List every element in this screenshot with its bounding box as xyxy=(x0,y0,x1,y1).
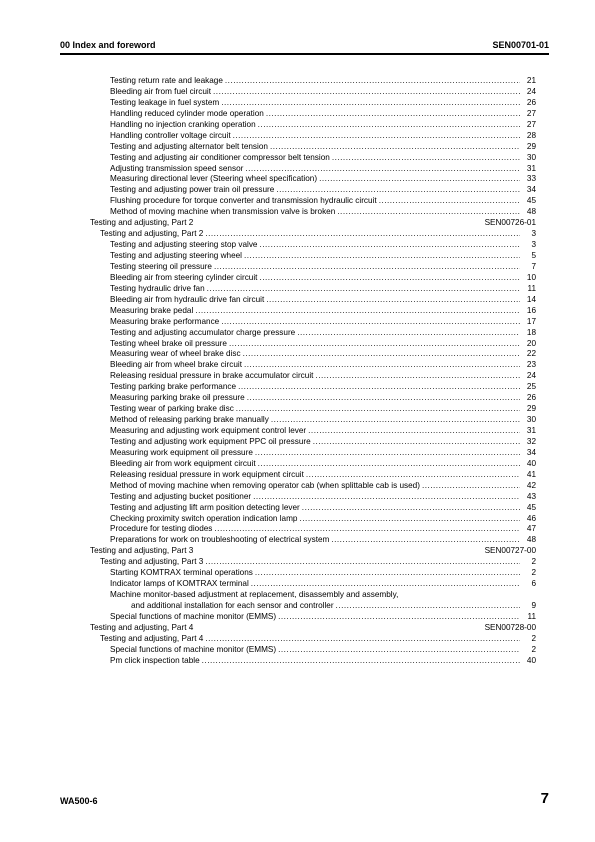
footer-model: WA500-6 xyxy=(60,796,98,806)
toc-entry-page: 20 xyxy=(526,338,536,348)
toc-section-code: SEN00726-01 xyxy=(484,218,536,228)
toc-dot-leader xyxy=(266,295,520,306)
toc-dot-leader xyxy=(214,262,520,273)
table-of-contents xyxy=(90,76,536,667)
toc-entry-title: Testing and adjusting work equipment PPC oil pressure xyxy=(110,436,311,446)
toc-entry-title: Pm click inspection table xyxy=(110,655,200,665)
toc-entry-page: 3 xyxy=(531,229,536,239)
toc-entry-page: 10 xyxy=(526,272,536,282)
toc-entry xyxy=(90,371,536,382)
toc-entry-title: Starting KOMTRAX terminal operations xyxy=(110,568,253,578)
toc-entry-title: Testing wheel brake oil pressure xyxy=(110,338,227,348)
toc-dot-leader xyxy=(244,360,520,371)
toc-dot-leader xyxy=(244,251,520,262)
toc-dot-leader xyxy=(233,131,520,142)
toc-entry-title: Measuring brake pedal xyxy=(110,305,194,315)
toc-dot-leader xyxy=(202,656,520,667)
toc-entry-title: Testing and adjusting steering stop valve xyxy=(110,240,258,250)
toc-entry-title: Testing parking brake performance xyxy=(110,382,237,392)
toc-entry-page: 42 xyxy=(526,480,536,490)
toc-entry xyxy=(90,98,536,109)
toc-dot-leader xyxy=(271,415,520,426)
toc-entry xyxy=(90,634,536,645)
toc-entry-page: 11 xyxy=(527,611,536,621)
toc-entry xyxy=(90,612,536,623)
toc-entry-title: Testing hydraulic drive fan xyxy=(110,283,205,293)
toc-entry-title: Testing and adjusting lift arm position detecting lever xyxy=(110,502,300,512)
toc-entry xyxy=(90,492,536,503)
toc-entry-page: 27 xyxy=(526,119,536,129)
toc-dot-leader xyxy=(221,98,520,109)
toc-entry-page: 25 xyxy=(526,382,536,392)
toc-section-heading xyxy=(90,546,536,557)
toc-entry-title: Testing wear of parking brake disc xyxy=(110,404,234,414)
toc-entry xyxy=(90,393,536,404)
toc-entry xyxy=(90,645,536,656)
toc-entry-page: 26 xyxy=(526,393,536,403)
toc-entry-page: 7 xyxy=(531,261,536,271)
toc-entry xyxy=(90,328,536,339)
toc-entry-page: 24 xyxy=(526,371,536,381)
toc-entry xyxy=(90,207,536,218)
toc-entry xyxy=(90,153,536,164)
toc-dot-leader xyxy=(306,470,520,481)
toc-entry xyxy=(90,273,536,284)
toc-section-title: Testing and adjusting, Part 4 xyxy=(90,622,194,632)
toc-entry-title: Testing steering oil pressure xyxy=(110,261,212,271)
toc-dot-leader xyxy=(315,371,520,382)
toc-entry xyxy=(90,164,536,175)
toc-dot-leader xyxy=(255,448,520,459)
toc-entry xyxy=(90,404,536,415)
toc-entry-title: Testing and adjusting air conditioner compressor belt tension xyxy=(110,152,330,162)
toc-dot-leader xyxy=(236,404,520,415)
toc-dot-leader xyxy=(195,306,520,317)
toc-dot-leader xyxy=(255,568,520,579)
toc-dot-leader xyxy=(238,382,520,393)
toc-dot-leader xyxy=(422,481,520,492)
toc-entry xyxy=(90,240,536,251)
toc-dot-leader xyxy=(300,514,521,525)
toc-dot-leader xyxy=(247,393,520,404)
toc-dot-leader xyxy=(302,503,520,514)
toc-entry-page: 29 xyxy=(526,141,536,151)
toc-entry-page: 30 xyxy=(526,152,536,162)
toc-dot-leader xyxy=(214,524,520,535)
toc-dot-leader xyxy=(332,153,520,164)
toc-dot-leader xyxy=(229,339,520,350)
toc-section-title: Testing and adjusting, Part 3 xyxy=(90,546,194,556)
toc-entry xyxy=(90,339,536,350)
toc-entry-title: Method of moving machine when transmission valve is broken xyxy=(110,207,336,217)
toc-entry-page: 26 xyxy=(526,97,536,107)
toc-entry-title: Measuring directional lever (Steering wheel specification) xyxy=(110,174,318,184)
footer-page-number: 7 xyxy=(540,790,549,807)
toc-entry-page: 3 xyxy=(531,240,536,250)
toc-dot-leader xyxy=(213,87,520,98)
toc-entry-title: Bleeding air from wheel brake circuit xyxy=(110,360,242,370)
toc-entry xyxy=(90,514,536,525)
toc-entry-title: Testing and adjusting, Part 3 xyxy=(100,557,204,567)
toc-entry-title: and additional installation for each sensor and controller xyxy=(131,601,334,610)
header-rule xyxy=(60,53,549,55)
toc-entry-title: Bleeding air from hydraulic drive fan circuit xyxy=(110,294,265,304)
toc-entry-title: Handling reduced cylinder mode operation xyxy=(110,108,264,118)
toc-entry xyxy=(90,120,536,131)
toc-section-code: SEN00728-00 xyxy=(484,622,536,632)
toc-entry-page: 48 xyxy=(526,207,536,217)
toc-entry xyxy=(90,262,536,273)
toc-entry-title: Testing and adjusting, Part 2 xyxy=(100,229,204,239)
toc-entry-title: Handling controller voltage circuit xyxy=(110,130,231,140)
toc-entry-page: 43 xyxy=(526,491,536,501)
toc-entry-title: Testing return rate and leakage xyxy=(110,76,223,85)
toc-entry xyxy=(90,295,536,306)
toc-entry-page: 16 xyxy=(526,305,536,315)
toc-entry-page: 45 xyxy=(526,502,536,512)
toc-entry-page: 22 xyxy=(526,349,536,359)
page-header xyxy=(60,40,549,50)
toc-entry-page: 33 xyxy=(526,174,536,184)
toc-entry-page: 27 xyxy=(526,108,536,118)
toc-entry-title: Testing and adjusting accumulator charge pressure xyxy=(110,327,296,337)
toc-entry xyxy=(90,349,536,360)
toc-section-title: Testing and adjusting, Part 2 xyxy=(90,218,194,228)
toc-entry-title: Special functions of machine monitor (EMMS) xyxy=(110,644,277,654)
toc-entry-page: 31 xyxy=(526,163,536,173)
toc-dot-leader xyxy=(251,579,520,590)
toc-entry-title: Preparations for work on troubleshooting of electrical system xyxy=(110,535,330,545)
toc-entry-title: Testing leakage in fuel system xyxy=(110,97,220,107)
toc-entry xyxy=(90,524,536,535)
toc-dot-leader xyxy=(259,273,520,284)
toc-dot-leader xyxy=(337,207,520,218)
toc-entry xyxy=(90,470,536,481)
toc-entry xyxy=(90,109,536,120)
toc-entry-title: Testing and adjusting, Part 4 xyxy=(100,633,204,643)
toc-dot-leader xyxy=(266,109,520,120)
toc-entry xyxy=(90,656,536,667)
toc-entry xyxy=(90,76,536,87)
toc-entry xyxy=(90,426,536,437)
toc-entry-title: Machine monitor-based adjustment at replacement, disassembly and assembly, xyxy=(110,590,399,600)
toc-dot-leader xyxy=(276,185,520,196)
toc-dot-leader xyxy=(205,634,520,645)
toc-entry-title: Method of moving machine when removing operator cab (when splittable cab is used) xyxy=(110,480,420,490)
toc-entry-title: Bleeding air from work equipment circuit xyxy=(110,458,256,468)
toc-entry-title: Testing and adjusting alternator belt tension xyxy=(110,141,268,151)
toc-entry-page: 6 xyxy=(531,579,536,589)
toc-entry-page: 17 xyxy=(526,316,536,326)
toc-dot-leader xyxy=(207,284,520,295)
toc-dot-leader xyxy=(245,164,520,175)
toc-entry-page: 40 xyxy=(526,458,536,468)
toc-entry xyxy=(90,317,536,328)
toc-entry-page: 14 xyxy=(526,294,536,304)
toc-entry-page: 11 xyxy=(527,283,536,293)
toc-entry xyxy=(90,459,536,470)
toc-entry-title: Testing and adjusting steering wheel xyxy=(110,251,242,260)
toc-dot-leader xyxy=(331,535,520,546)
toc-entry-page: 45 xyxy=(526,196,536,206)
toc-dot-leader xyxy=(205,229,520,240)
toc-entry xyxy=(90,131,536,142)
toc-entry-title: Measuring and adjusting work equipment control lever xyxy=(110,426,307,435)
toc-entry xyxy=(90,229,536,240)
toc-entry-title: Method of releasing parking brake manually xyxy=(110,415,269,425)
toc-entry-page: 18 xyxy=(526,327,536,337)
toc-entry xyxy=(90,590,536,601)
toc-entry xyxy=(90,284,536,295)
toc-entry-page: 40 xyxy=(526,655,536,665)
toc-entry-title: Testing and adjusting bucket positioner xyxy=(110,491,252,501)
toc-entry-title: Testing and adjusting power train oil pressure xyxy=(110,185,275,195)
header-section-title: 00 Index and foreword xyxy=(60,40,156,50)
toc-entry-title: Procedure for testing diodes xyxy=(110,524,213,534)
toc-entry-title: Bleeding air from fuel circuit xyxy=(110,86,212,96)
toc-dot-leader xyxy=(336,601,520,612)
toc-entry-title: Flushing procedure for torque converter and transmission hydraulic circuit xyxy=(110,196,377,206)
toc-entry xyxy=(90,557,536,568)
toc-entry xyxy=(90,306,536,317)
toc-dot-leader xyxy=(205,557,520,568)
toc-dot-leader xyxy=(297,328,520,339)
toc-entry-page: 5 xyxy=(531,251,536,260)
toc-entry-title: Measuring work equipment oil pressure xyxy=(110,447,253,457)
toc-entry xyxy=(90,579,536,590)
toc-entry-title: Adjusting transmission speed sensor xyxy=(110,163,244,173)
toc-entry xyxy=(90,503,536,514)
toc-dot-leader xyxy=(253,492,520,503)
toc-entry-title: Handling no injection cranking operation xyxy=(110,119,256,129)
toc-entry xyxy=(90,481,536,492)
toc-dot-leader xyxy=(278,612,520,623)
toc-entry xyxy=(90,185,536,196)
toc-entry xyxy=(90,87,536,98)
toc-dot-leader xyxy=(259,240,520,251)
toc-entry-page: 21 xyxy=(526,76,536,85)
toc-entry-title: Measuring wear of wheel brake disc xyxy=(110,349,241,359)
toc-entry-title: Measuring brake performance xyxy=(110,316,220,326)
toc-entry xyxy=(90,437,536,448)
toc-section-code: SEN00727-00 xyxy=(484,546,536,556)
toc-dot-leader xyxy=(225,76,520,87)
toc-entry-page: 30 xyxy=(526,415,536,425)
toc-entry-title: Measuring parking brake oil pressure xyxy=(110,393,245,403)
toc-entry-page: 32 xyxy=(526,436,536,446)
toc-entry-page: 47 xyxy=(526,524,536,534)
toc-entry xyxy=(90,382,536,393)
toc-dot-leader xyxy=(258,459,520,470)
toc-entry xyxy=(90,196,536,207)
toc-entry xyxy=(90,174,536,185)
toc-entry-page: 48 xyxy=(526,535,536,545)
toc-entry-title: Checking proximity switch operation indication lamp xyxy=(110,513,298,523)
toc-dot-leader xyxy=(278,645,520,656)
toc-entry-page: 28 xyxy=(526,130,536,140)
toc-section-heading xyxy=(90,623,536,634)
toc-entry-page: 34 xyxy=(526,447,536,457)
toc-entry xyxy=(90,360,536,371)
toc-entry-title: Releasing residual pressure in work equipment circuit xyxy=(110,469,304,479)
toc-entry xyxy=(90,251,536,262)
toc-dot-leader xyxy=(243,349,520,360)
toc-entry-page: 31 xyxy=(526,426,536,435)
toc-section-heading xyxy=(90,218,536,229)
toc-dot-leader xyxy=(313,437,520,448)
toc-entry-page: 46 xyxy=(526,513,536,523)
toc-entry xyxy=(90,448,536,459)
toc-entry xyxy=(90,142,536,153)
toc-entry-page: 2 xyxy=(531,568,536,578)
toc-dot-leader xyxy=(270,142,520,153)
toc-dot-leader xyxy=(221,317,520,328)
toc-dot-leader xyxy=(379,196,520,207)
toc-entry-page: 2 xyxy=(531,644,536,654)
toc-entry-title: Bleeding air from steering cylinder circuit xyxy=(110,272,258,282)
toc-entry-page: 2 xyxy=(531,557,536,567)
toc-entry-page: 2 xyxy=(531,633,536,643)
toc-entry xyxy=(90,568,536,579)
toc-entry-page: 23 xyxy=(526,360,536,370)
toc-entry-page: 9 xyxy=(531,601,536,610)
toc-entry-title: Special functions of machine monitor (EMMS) xyxy=(110,611,277,621)
toc-entry-page: 29 xyxy=(526,404,536,414)
toc-entry xyxy=(90,415,536,426)
toc-entry-page: 34 xyxy=(526,185,536,195)
toc-entry xyxy=(90,535,536,546)
toc-dot-leader xyxy=(258,120,520,131)
toc-dot-leader xyxy=(319,174,520,185)
toc-entry xyxy=(90,601,536,612)
toc-entry-title: Indicator lamps of KOMTRAX terminal xyxy=(110,579,249,589)
header-doc-code: SEN00701-01 xyxy=(492,40,549,50)
toc-entry-page: 24 xyxy=(526,86,536,96)
toc-entry-page: 41 xyxy=(526,469,536,479)
toc-entry-title: Releasing residual pressure in brake accumulator circuit xyxy=(110,371,314,381)
toc-dot-leader xyxy=(308,426,520,437)
